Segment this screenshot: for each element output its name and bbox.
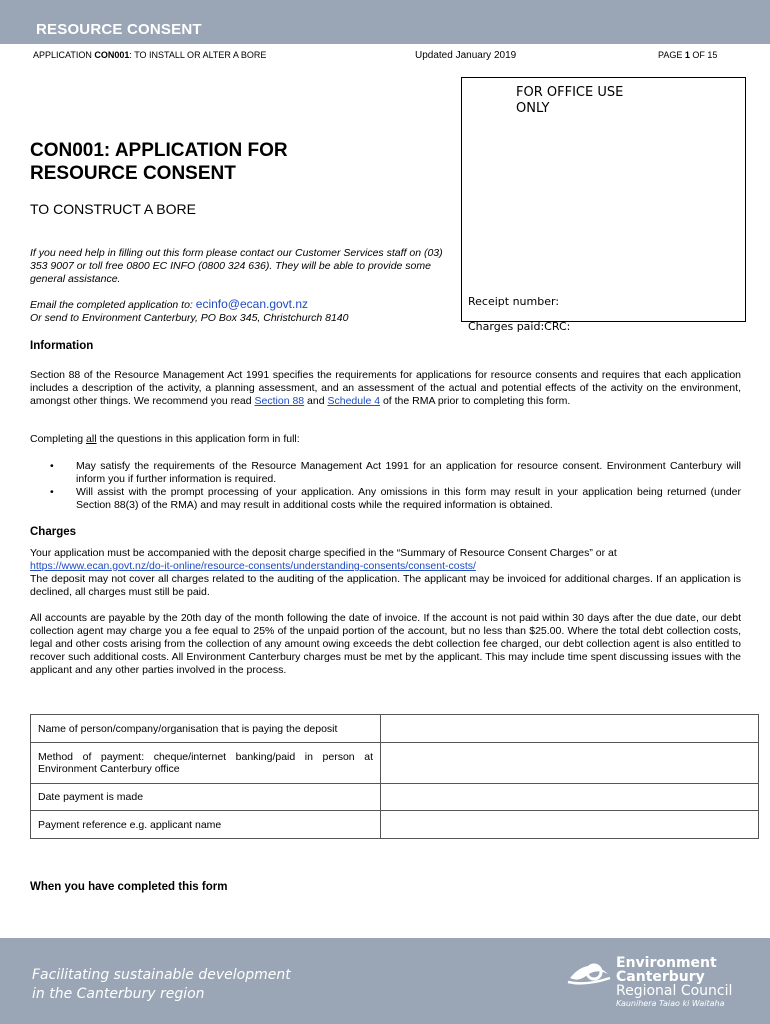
- page-number: 1: [684, 50, 690, 60]
- requirements-list: [30, 460, 741, 512]
- header-title: RESOURCE CONSENT: [36, 21, 202, 38]
- logo-maori-name: Kaunihera Taiao ki Waitaha: [616, 999, 725, 1008]
- office-use-box: [461, 77, 746, 322]
- header-bar: [0, 0, 770, 44]
- application-prefix: APPLICATION: [33, 50, 95, 60]
- logo-environment: Environment: [616, 955, 717, 971]
- information-paragraph: [30, 369, 741, 408]
- charges-text-tail: The deposit may not cover all charges related to the auditing of the application. The applicant may be invoiced for additional charges. If an application is declined, all charges must still be paid.: [30, 573, 741, 598]
- list-item-text: Will assist with the prompt processing of your application. Any omissions in this form may result in your application being returned (under Section 88(3) of the RMA) and may result in additional costs while the required information is obtained.: [76, 486, 741, 511]
- payment-method-field[interactable]: [381, 743, 759, 784]
- charges-heading: Charges: [30, 526, 77, 538]
- page-suffix: OF 15: [689, 50, 718, 60]
- payment-method-label: Method of payment: cheque/internet banking/paid in person at Environment Canterbury office: [31, 743, 381, 784]
- tagline-line-1: Facilitating sustainable development: [32, 967, 291, 983]
- footer-bar: [0, 938, 770, 1024]
- completing-all: all: [86, 433, 97, 445]
- list-item-text: May satisfy the requirements of the Resource Management Act 1991 for an application for resource consent. Environment Canterbury will inform you if further information is required.: [76, 460, 741, 485]
- application-suffix: : TO INSTALL OR ALTER A BORE: [129, 50, 267, 60]
- section-88-link[interactable]: Section 88: [254, 395, 305, 407]
- bullet-icon: •: [50, 486, 54, 498]
- schedule-4-link[interactable]: Schedule 4: [327, 395, 381, 407]
- email-link[interactable]: ecinfo@ecan.govt.nz: [195, 297, 309, 311]
- payment-date-field[interactable]: [381, 784, 759, 811]
- payment-date-label: Date payment is made: [31, 784, 381, 811]
- payer-name-field[interactable]: [381, 715, 759, 743]
- updated-date: Updated January 2019: [415, 50, 517, 61]
- contact-block: [30, 298, 455, 325]
- table-row: [31, 743, 759, 784]
- table-row: [31, 811, 759, 839]
- bullet-icon: •: [50, 460, 54, 472]
- charges-paragraph-2: All accounts are payable by the 20th day of the month following the date of invoice. If the account is not paid within 30 days after the due date, our debt collection agent may charge you a fee equal to 25% of the unpaid portion of the account, but no less than $25.00. Where the total debt collection costs, legal and other costs arising from the collection of any amount owing exceeds the debt collection fee charged, our debt collection agent is also entitled to recover such additional costs. All Environment Canterbury charges must be met by the applicant. This may include time spent discussing issues with the applicant and any other parties involved in the process.: [30, 612, 741, 676]
- logo-canterbury: Canterbury: [616, 969, 705, 985]
- completing-prefix: Completing: [30, 433, 87, 445]
- page-indicator: [658, 50, 717, 60]
- office-use-title: FOR OFFICE USE ONLY: [516, 85, 624, 116]
- logo-mark-icon: [566, 956, 612, 996]
- receipt-number-label: Receipt number:: [468, 295, 560, 308]
- page-subtitle: TO CONSTRUCT A BORE: [30, 201, 196, 217]
- payment-table: [30, 714, 759, 839]
- information-heading: Information: [30, 340, 94, 352]
- information-and: and: [304, 395, 328, 407]
- page-title: CON001: APPLICATION FOR RESOURCE CONSENT: [30, 140, 288, 184]
- charges-text: Your application must be accompanied with the deposit charge specified in the “Summary of Resource Consent Charges” or at: [30, 547, 617, 559]
- logo-wordmark: [616, 956, 732, 984]
- postal-address: Or send to Environment Canterbury, PO Box 345, Christchurch 8140: [30, 312, 349, 324]
- payer-name-label: Name of person/company/organisation that is paying the deposit: [31, 715, 381, 743]
- charges-paid-label: Charges paid:CRC:: [468, 320, 571, 333]
- logo-regional-council: Regional Council: [616, 983, 733, 999]
- payment-reference-field[interactable]: [381, 811, 759, 839]
- tagline-line-2: in the Canterbury region: [32, 986, 205, 1002]
- table-row: [31, 715, 759, 743]
- ecan-logo: [566, 954, 746, 1014]
- table-row: [31, 784, 759, 811]
- completing-suffix: the questions in this application form in full:: [96, 433, 300, 445]
- help-text: If you need help in filling out this form please contact our Customer Services staff on (03) 353 9007 or toll free 0800 EC INFO (0800 324 636). They will be able to provide some general assistance.: [30, 247, 443, 285]
- application-code: CON001: [94, 50, 130, 60]
- information-text: Section 88 of the Resource Management Act 1991 specifies the requirements for applications for resource consents and requires that each application includes a description of the activity, a planning assessment, and an assessment of the actual and potential effects of the activity on the environment, amongst other things. We recommend you read: [30, 369, 741, 407]
- completed-form-heading: When you have completed this form: [30, 881, 228, 893]
- information-text-end: of the RMA prior to completing this form.: [380, 395, 571, 407]
- email-prefix: Email the completed application to:: [30, 299, 196, 311]
- page-prefix: PAGE: [658, 50, 685, 60]
- payment-reference-label: Payment reference e.g. applicant name: [31, 811, 381, 839]
- application-code-line: [33, 50, 266, 60]
- logo-text: [616, 956, 732, 1009]
- consent-costs-link[interactable]: https://www.ecan.govt.nz/do-it-online/resource-consents/understanding-consents/consent-costs/: [30, 560, 476, 572]
- list-item: [30, 460, 741, 486]
- footer-tagline: [32, 966, 291, 1004]
- list-item: [30, 486, 741, 512]
- completing-paragraph: [30, 433, 741, 446]
- charges-paragraph-1: [30, 547, 741, 599]
